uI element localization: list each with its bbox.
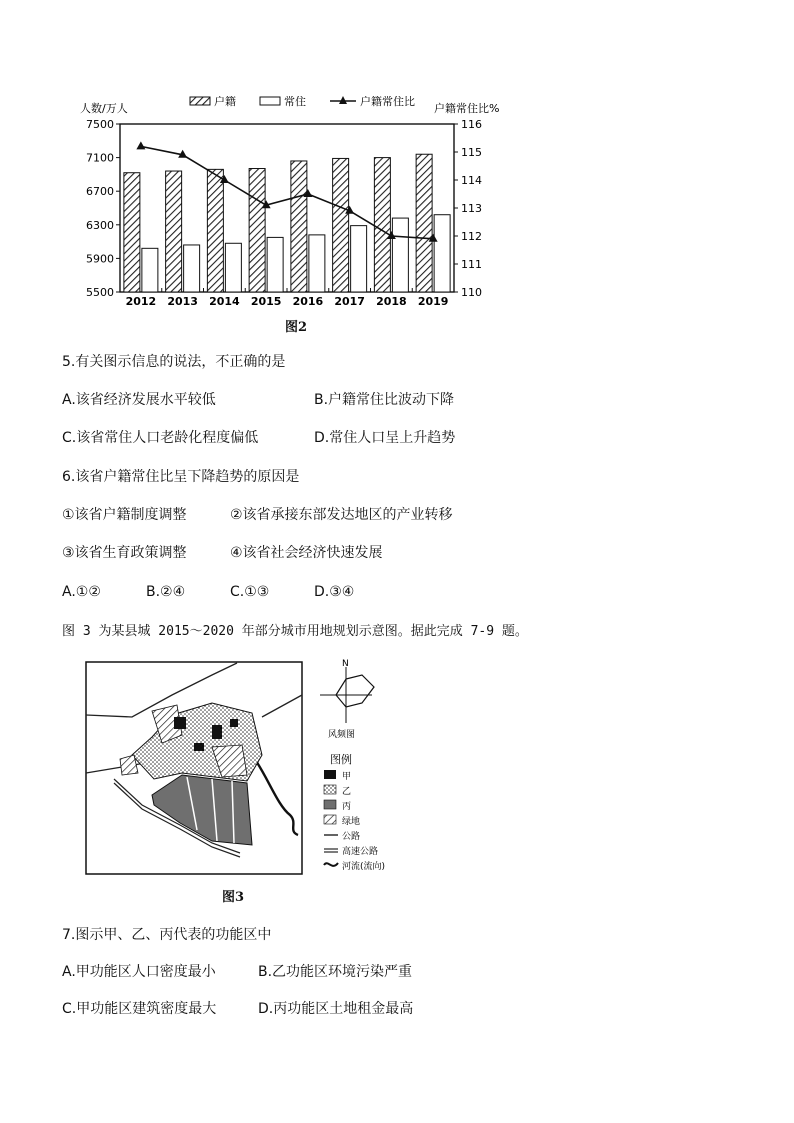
bar-changzhu — [184, 245, 200, 292]
right-tick-label: 112 — [461, 230, 482, 243]
bar-huji — [374, 158, 390, 292]
right-axis-title: 户籍常住比% — [434, 102, 500, 115]
question-5-option-a[interactable]: A.该省经济发展水平较低 — [62, 392, 216, 408]
bar-changzhu — [267, 237, 283, 292]
question-7-option-c[interactable]: C.甲功能区建筑密度最大 — [62, 1001, 217, 1017]
question-5-option-c[interactable]: C.该省常住人口老龄化程度偏低 — [62, 430, 259, 446]
category-label: 2014 — [209, 295, 240, 308]
category-label: 2013 — [167, 295, 198, 308]
bar-changzhu — [392, 218, 408, 292]
question-5-stem: 5.有关图示信息的说法，不正确的是 — [62, 354, 286, 370]
question-6-statement-3: ③该省生育政策调整 — [62, 545, 187, 561]
question-6-option-b[interactable]: B.②④ — [146, 584, 186, 600]
zone-jia — [212, 725, 222, 739]
legend-swatch — [260, 97, 280, 105]
left-tick-label: 6700 — [86, 185, 114, 199]
section-intro: 图 3 为某县城 2015～2020 年部分城市用地规划示意图。据此完成 7-9 题。 — [62, 624, 528, 639]
zone-jia — [174, 717, 186, 729]
figure-2 — [62, 96, 532, 336]
bar-huji — [166, 171, 182, 292]
left-tick-label: 7500 — [86, 118, 114, 131]
legend-label: 丙 — [342, 802, 352, 812]
category-label: 2018 — [376, 295, 407, 308]
legend-label: 甲 — [342, 772, 352, 782]
figure-2-caption: 图2 — [285, 320, 308, 335]
question-6-statement-1: ①该省户籍制度调整 — [62, 507, 187, 523]
right-tick-label: 116 — [461, 118, 482, 131]
right-tick-label: 110 — [461, 286, 482, 299]
bar-huji — [207, 169, 223, 292]
question-6-statement-2: ②该省承接东部发达地区的产业转移 — [230, 507, 453, 523]
legend-label: 高速公路 — [342, 847, 379, 857]
bar-changzhu — [351, 226, 367, 292]
zone-jia — [194, 743, 204, 751]
legend-label: 绿地 — [342, 817, 361, 827]
category-label: 2017 — [334, 295, 365, 308]
legend-swatch-river — [324, 863, 338, 866]
question-7-stem: 7.图示甲、乙、丙代表的功能区中 — [62, 927, 272, 943]
bar-huji — [249, 169, 265, 292]
question-6-option-d[interactable]: D.③④ — [314, 584, 355, 600]
legend-label: 河流(流向) — [342, 862, 386, 872]
question-7-option-a[interactable]: A.甲功能区人口密度最小 — [62, 964, 216, 980]
question-6-option-a[interactable]: A.①② — [62, 584, 101, 600]
bar-changzhu — [225, 243, 241, 292]
legend-swatch-bing — [324, 800, 336, 809]
right-tick-label: 111 — [461, 258, 482, 271]
question-5-option-d[interactable]: D.常住人口呈上升趋势 — [314, 430, 456, 446]
question-6-stem: 6.该省户籍常住比呈下降趋势的原因是 — [62, 469, 300, 485]
question-7-option-d[interactable]: D.丙功能区土地租金最高 — [258, 1001, 414, 1017]
bar-changzhu — [142, 248, 158, 292]
left-axis-title: 人数/万人 — [80, 102, 128, 115]
left-tick-label: 5500 — [86, 286, 114, 299]
bar-changzhu — [434, 215, 450, 292]
left-tick-label: 7100 — [86, 151, 114, 165]
question-6-statement-4: ④该省社会经济快速发展 — [230, 545, 383, 561]
category-label: 2015 — [250, 295, 282, 308]
windrose-label: 风频图 — [328, 730, 356, 740]
bar-changzhu — [309, 235, 325, 292]
category-label: 2012 — [125, 295, 157, 308]
bar-huji — [291, 161, 307, 292]
legend-swatch-jia — [324, 770, 336, 779]
category-label: 2016 — [292, 295, 324, 308]
legend-swatch — [190, 97, 210, 105]
bar-huji — [333, 158, 349, 292]
legend-label: 户籍常住比 — [360, 96, 415, 108]
north-label: N — [342, 659, 349, 669]
population-chart — [62, 96, 532, 336]
left-tick-label: 6300 — [86, 218, 114, 232]
right-tick-label: 113 — [461, 202, 482, 215]
right-tick-label: 114 — [461, 174, 482, 187]
legend-label: 公路 — [342, 832, 361, 842]
figure-3-caption: 图3 — [222, 890, 245, 905]
question-7-option-b[interactable]: B.乙功能区环境污染严重 — [258, 964, 413, 980]
bar-huji — [416, 154, 432, 292]
question-6-option-c[interactable]: C.①③ — [230, 584, 270, 600]
zone-jia — [230, 719, 238, 727]
legend-label: 户籍 — [214, 96, 236, 108]
left-tick-label: 5900 — [86, 252, 114, 266]
legend-label: 常住 — [284, 96, 306, 108]
legend-label: 乙 — [342, 787, 352, 797]
question-5-option-b[interactable]: B.户籍常住比波动下降 — [314, 392, 455, 408]
figure-3 — [62, 655, 422, 903]
ratio-point — [136, 141, 145, 149]
wind-rose-shape — [336, 675, 374, 707]
bar-huji — [124, 173, 140, 292]
category-label: 2019 — [417, 295, 449, 308]
right-tick-label: 115 — [461, 146, 482, 159]
legend-title: 图例 — [330, 753, 352, 766]
legend-swatch-green — [324, 815, 336, 824]
land-use-map — [62, 655, 422, 903]
legend-swatch-yi — [324, 785, 336, 794]
